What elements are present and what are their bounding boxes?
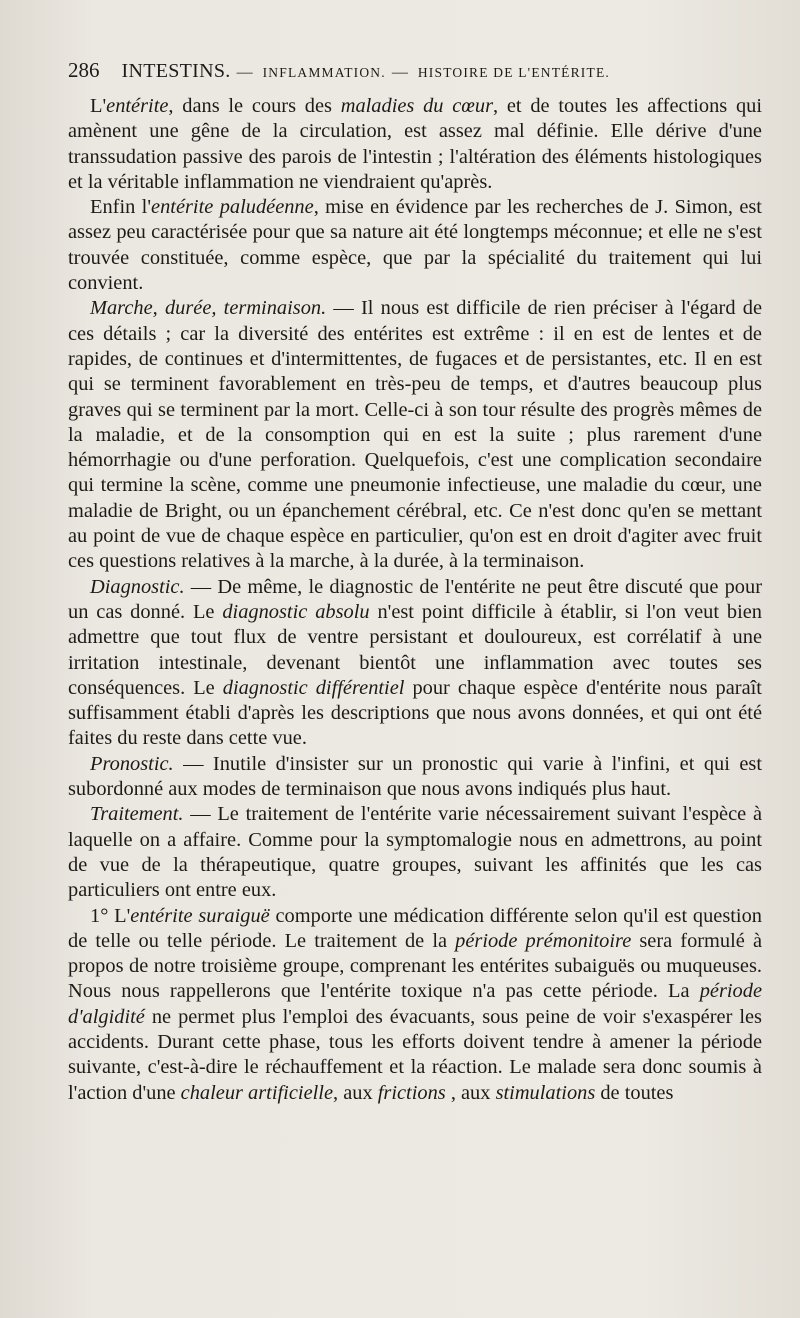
italic-text: entérite paludéenne <box>151 196 314 219</box>
paragraph <box>68 94 762 195</box>
header-subtitle: INFLAMMATION. <box>262 65 386 80</box>
italic-text: Diagnostic. <box>90 575 185 598</box>
text-run: , mise en évidence par les recherches de J. Simon, est assez peu caractérisée pour que sa nature ait été longtemps méconnue; et elle ne s'est trouvée constituée, comme espèce, que par la spécialité du traitement qui lui convient. <box>68 196 762 295</box>
paragraph <box>68 195 762 296</box>
italic-text: entérite suraiguë <box>130 904 270 927</box>
text-run: , et de toutes les affections qui amènent une gêne de la circulation, est assez mal définie. Elle dérive d'une transsudation passive des parois de l'intestin ; l'altération des éléments histologiques et la véritable inflammation ne viendraient qu'après. <box>68 95 763 193</box>
italic-text: frictions <box>377 1081 446 1104</box>
text-run: — De même, le diagnostic de l'entérite ne peut être discuté que pour un cas donné. Le <box>68 575 762 623</box>
text-run: n'est point difficile à établir, si l'on veut bien admettre que tout flux de ventre persistant et douloureux, est corrélatif à une irritation intestinale, devenant bientôt une inflammation avec toutes ses conséquences. Le <box>68 600 762 699</box>
paragraph <box>68 802 762 903</box>
header-dash: — <box>236 64 253 81</box>
italic-text: stimulations <box>495 1081 596 1104</box>
paragraph <box>68 575 762 752</box>
italic-text: Pronostic. <box>90 752 174 775</box>
text-run: Enfin l' <box>90 196 152 219</box>
text-run: , dans le cours des <box>168 95 341 117</box>
italic-text: diagnostic absolu <box>222 600 370 623</box>
text-run: 1° L' <box>90 904 131 927</box>
running-header <box>68 58 762 92</box>
paragraph <box>68 904 762 1106</box>
page-number: 286 <box>68 58 100 82</box>
text-run: comporte une médication différente selon qu'il est question de telle ou telle période. Le traitement de la <box>68 904 762 952</box>
section-title: INTESTINS. <box>121 60 231 82</box>
body-text <box>68 94 762 1106</box>
text-run: pour chaque espèce d'entérite nous paraît suffisamment établi d'après les descriptions que nous avons données, et qui ont été faites du reste dans cette vue. <box>68 676 762 750</box>
text-run: , aux <box>333 1081 378 1104</box>
italic-text: diagnostic différentiel <box>222 676 405 699</box>
header-subtitle-2: HISTOIRE DE L'ENTÉRITE. <box>417 65 610 80</box>
italic-text: Traitement. <box>90 803 184 826</box>
text-run: — Il nous est difficile de rien préciser à l'égard de ces détails ; car la diversité des entérites est extrême : il en est de lentes et de rapides, de continues et d'intermittentes, de fugaces et de persistantes, etc. Il en est qui se terminent favorablement en très-peu de temps, et d'autres beaucoup plus graves qui se terminent par la mort. Celle-ci à son tour résulte des progrès mêmes de la maladie, et de la consomption qui en est la suite ; plus rarement d'une hémorrhagie ou d'une perforation. Quelquefois, c'est une complication secondaire qui termine la scène, comme une pneumonie infectieuse, une maladie du cœur, une maladie de Bright, ou un épanchement cérébral, etc. Ce n'est donc qu'en se mettant au point de vue de chaque espèce en particulier, qu'on est en droit d'agiter avec fruit ces questions relatives à la marche, à la durée, à la terminaison. <box>68 297 762 573</box>
italic-text: période prémonitoire <box>455 929 632 952</box>
text-run: , aux <box>445 1081 496 1104</box>
italic-text: entérite <box>106 95 169 117</box>
text-run: ne permet plus l'emploi des évacuants, sous peine de voir s'exaspérer les accidents. Durant cette phase, tous les efforts doivent tendre à amener la période suivante, c'est-à-dire le réchauffement et la réaction. Le malade sera donc soumis à l'action d'une <box>68 1005 762 1104</box>
text-run: — Le traitement de l'entérite varie nécessairement suivant l'espèce à laquelle on a affaire. Comme pour la symptomalogie nous en admettrons, au point de vue de la thérapeutique, quatre groupes, suivant les affinités que les cas particuliers ont entre eux. <box>68 803 762 902</box>
paragraph <box>68 752 762 803</box>
italic-text: chaleur artificielle <box>180 1081 333 1104</box>
header-dash-2: — <box>391 64 408 81</box>
italic-text: période d'algidité <box>68 980 762 1028</box>
text-run: sera formulé à propos de notre troisième groupe, comprenant les entérites subaiguës ou muqueuses. Nous nous rappellerons que l'entérite toxique n'a pas cette période. La <box>68 929 762 1003</box>
text-run: — Inutile d'insister sur un pronostic qui varie à l'infini, et qui est subordonné aux modes de terminaison que nous avons indiqués plus haut. <box>68 752 762 801</box>
italic-text: Marche, durée, terminaison. <box>90 297 327 320</box>
text-run: de toutes <box>595 1081 674 1104</box>
text-run: L' <box>90 95 107 117</box>
italic-text: maladies du cœur <box>340 95 494 117</box>
paragraph <box>68 296 762 574</box>
